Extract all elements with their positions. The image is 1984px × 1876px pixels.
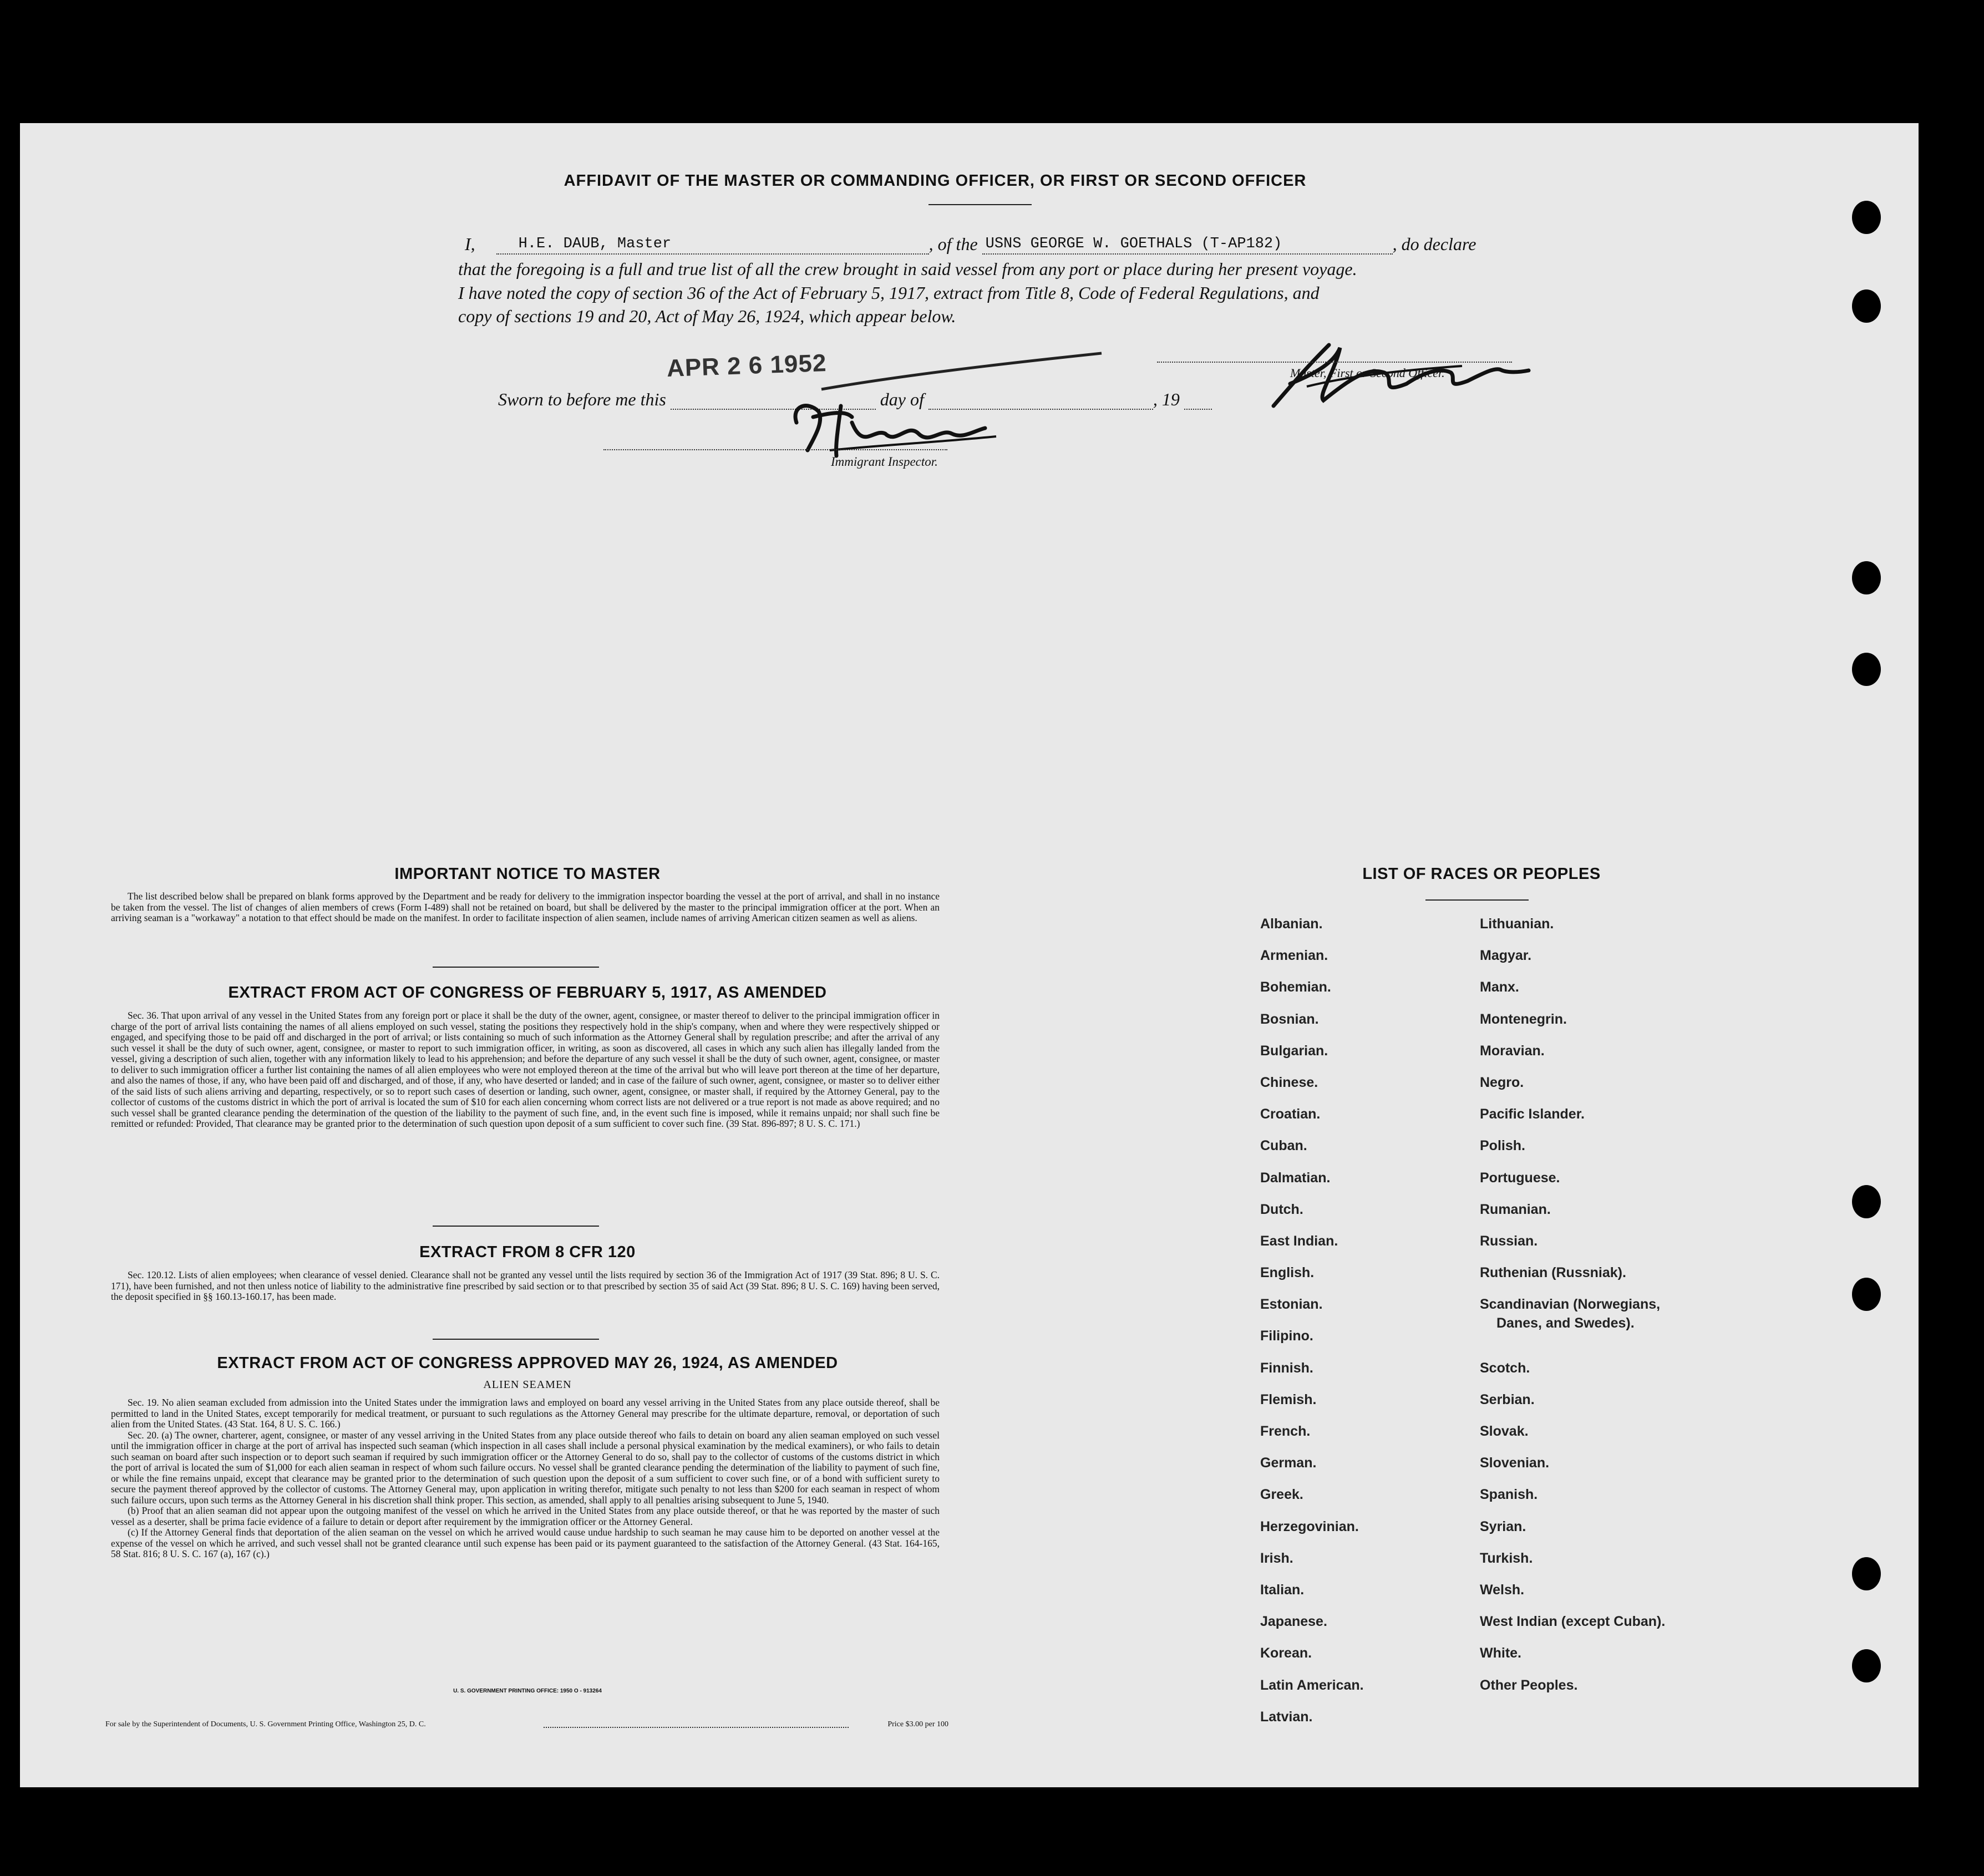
extract-cfr-body <box>111 1270 940 1303</box>
section-19-paragraph: Sec. 19. No alien seaman excluded from admission into the United States under the immigration laws and employed on board any vessel arriving in the United States from any place outside thereof, shall be permitted to land in the United States, except temporarily for medical treatment, or pursuant to such regulations as the Attorney General may prescribe for the ultimate departure, removal, or deportation of such alien from the United States. (43 Stat. 164, 8 U. S. C. 166.) <box>111 1397 940 1430</box>
race-item: Negro. <box>1480 1074 1524 1090</box>
extract-1917-title: EXTRACT FROM ACT OF CONGRESS OF FEBRUARY 5, 1917, AS AMENDED <box>228 984 827 1001</box>
race-item: Russian. <box>1480 1233 1538 1249</box>
race-item: Chinese. <box>1260 1074 1318 1090</box>
race-item: West Indian (except Cuban). <box>1480 1614 1666 1630</box>
inspector-caption: Immigrant Inspector. <box>831 455 938 469</box>
race-item: Irish. <box>1260 1550 1293 1566</box>
race-item: Armenian. <box>1260 948 1328 964</box>
races-title: LIST OF RACES OR PEOPLES <box>1362 865 1601 883</box>
race-item: Greek. <box>1260 1487 1303 1503</box>
race-item: Other Peoples. <box>1480 1677 1578 1693</box>
day-of-label: day of <box>880 389 924 409</box>
race-item: Herzegovinian. <box>1260 1518 1359 1534</box>
divider-rule <box>433 967 599 968</box>
master-caption <box>1290 366 1445 380</box>
race-item: Welsh. <box>1480 1582 1525 1598</box>
race-item: Moravian. <box>1480 1043 1545 1059</box>
race-item: Italian. <box>1260 1582 1305 1598</box>
race-item: Serbian. <box>1480 1391 1535 1407</box>
race-item: Montenegrin. <box>1480 1011 1567 1027</box>
alien-seamen-subtitle: ALIEN SEAMEN <box>483 1379 572 1391</box>
race-item: Dalmatian. <box>1260 1170 1331 1186</box>
race-item: Slovenian. <box>1480 1455 1550 1471</box>
declarant-prefix: I, <box>465 234 475 254</box>
affidavit-title: AFFIDAVIT OF THE MASTER OR COMMANDING OFFICER, OR FIRST OR SECOND OFFICER <box>564 172 1307 190</box>
title-rule <box>928 204 1032 205</box>
inspector-signature-line <box>603 449 947 450</box>
race-item: Flemish. <box>1260 1391 1317 1407</box>
punch-hole-icon <box>1852 1278 1881 1311</box>
affidavit-line-4: copy of sections 19 and 20, Act of May 26, 1924, which appear below. <box>458 306 956 326</box>
notice-title: IMPORTANT NOTICE TO MASTER <box>394 865 661 883</box>
do-declare-label: , do declare <box>1392 234 1476 254</box>
vessel-name-value: USNS GEORGE W. GOETHALS (T-AP182) <box>985 236 1282 252</box>
extract-1917-body <box>111 1010 940 1130</box>
extract-1924-title: EXTRACT FROM ACT OF CONGRESS APPROVED MAY 26, 1924, AS AMENDED <box>217 1354 838 1372</box>
race-item: Estonian. <box>1260 1297 1323 1313</box>
race-item: Slovak. <box>1480 1423 1529 1440</box>
race-item: Dutch. <box>1260 1201 1303 1217</box>
race-item: Latin American. <box>1260 1677 1364 1693</box>
race-item: Japanese. <box>1260 1614 1327 1630</box>
punch-hole-icon <box>1852 201 1881 234</box>
footer-leader-dots <box>544 1727 849 1728</box>
race-item: Danes, and Swedes). <box>1496 1315 1635 1331</box>
notice-body <box>111 891 940 924</box>
affidavit-line-3: I have noted the copy of section 36 of the Act of February 5, 1917, extract from Title 8, Code of Federal Regulations, and <box>458 283 1320 303</box>
extract-cfr-title: EXTRACT FROM 8 CFR 120 <box>419 1243 636 1261</box>
race-item: Manx. <box>1480 979 1519 995</box>
master-name-field <box>496 238 929 255</box>
section-20c-paragraph: (c) If the Attorney General finds that deportation of the alien seaman on the vessel on which he arrived would cause undue hardship to such seaman he may cause him to be deported on another vessel at the expense of the vessel on which he arrived, and such vessel shall not be granted clearance until such expense has been paid or its payment guaranteed to the satisfaction of the Attorney General. (43 Stat. 164-165, 58 Stat. 816; 8 U. S. C. 167 (a), 167 (c).) <box>111 1527 940 1559</box>
affidavit-line-1 <box>465 234 1580 255</box>
races-right-column <box>1480 916 1665 1709</box>
race-item: Cuban. <box>1260 1138 1307 1154</box>
race-item: Spanish. <box>1480 1487 1538 1503</box>
race-item: Korean. <box>1260 1645 1312 1661</box>
received-date-stamp: APR 2 6 1952 <box>666 349 828 383</box>
of-the-label: , of the <box>928 234 978 254</box>
races-left-column <box>1260 916 1364 1741</box>
race-item: Magyar. <box>1480 948 1532 964</box>
footer-price: Price $3.00 per 100 <box>887 1720 948 1728</box>
affidavit-line-2: that the foregoing is a full and true list of all the crew brought in said vessel from any port or place during her present voyage. <box>458 259 1357 279</box>
race-item: Latvian. <box>1260 1709 1313 1725</box>
race-item: Bohemian. <box>1260 979 1331 995</box>
races-title-rule <box>1425 899 1529 901</box>
race-item: Bulgarian. <box>1260 1043 1328 1059</box>
punch-hole-icon <box>1852 1185 1881 1218</box>
section-20b-paragraph: (b) Proof that an alien seaman did not appear upon the outgoing manifest of the vessel on which he arrived in the United States from any place outside thereof, or that he was reported by the master of such vessel as a deserter, shall be prima facie evidence of a failure to detain or deport after requirement by the immigration officer or the Attorney General. <box>111 1505 940 1527</box>
race-item: Finnish. <box>1260 1360 1313 1376</box>
race-item: Rumanian. <box>1480 1201 1551 1217</box>
race-item: German. <box>1260 1455 1317 1471</box>
race-item: Croatian. <box>1260 1106 1321 1122</box>
vessel-name-field <box>982 238 1393 255</box>
race-item: French. <box>1260 1423 1311 1439</box>
stamp-pen-stroke <box>819 350 1107 395</box>
divider-rule <box>433 1339 599 1340</box>
master-signature-line <box>1157 362 1512 363</box>
race-item: Syrian. <box>1480 1518 1526 1534</box>
race-item: Polish. <box>1480 1138 1525 1154</box>
punch-hole-icon <box>1852 289 1881 323</box>
section-36-paragraph: Sec. 36. That upon arrival of any vessel in the United States from any foreign port or place it shall be the duty of the owner, agent, consignee, or master thereof to deliver to the principal immigration officer in charge of the port of arrival lists containing the names of all aliens employed on such vessel, stating the positions they respectively hold in the ship's company, when and where they were respectively shipped or engaged, and specifying those to be paid off and discharged in the port of arrival; or lists containing so much of such information as the Attorney General shall by regulation prescribe; and after the arrival of any such vessel it shall be the duty of such owner, agent, consignee, or master to report to such immigration officer, in writing, as soon as discovered, all cases in which any such alien has illegally landed from the vessel, giving a description of such alien, together with any information likely to lead to his apprehension; and before the departure of any such vessel it shall be the duty of such owner, agent, consignee, or master to deliver to such immigration officer a further list containing the names of all alien employees who were not employed thereon at the time of the arrival but who will leave port thereon at the time of her departure, and also the names of those, if any, who have been paid off and discharged, and of those, if any, who have deserted or landed; and in case of the failure of such owner, agent, consignee, or master so to deliver either of the said lists of such aliens arriving and departing, respectively, or so to report such cases of desertion or landing, such owner, agent, consignee, or master shall, if required by the Attorney General, pay to the collector of customs of the customs district in which the port of arrival is located the sum of $10 for each alien concerning whom correct lists are not delivered or a true report is not made as above required; and no such vessel shall be granted clearance pending the determination of the question of the liability to the payment of such fine, and, in the event such fine is imposed, while it remains unpaid; nor shall such fine be remitted or refunded: Provided, That clearance may be granted prior to the determination of such question upon deposit of a sum sufficient to cover such fine. (39 Stat. 896-897; 8 U. S. C. 171.) <box>111 1010 940 1129</box>
sworn-year-field <box>1184 393 1212 410</box>
race-item: Turkish. <box>1480 1550 1533 1566</box>
section-120-12-paragraph: Sec. 120.12. Lists of alien employees; when clearance of vessel denied. Clearance shall not be granted any vessel until the lists required by section 36 of the Immigration Act of 1917 (39 Stat. 896; 8 U. S. C. 171), have been furnished, and not then unless notice of liability to the administrative fine prescribed by said section or to that prescribed by section 35 of said Act (39 Stat. 896; 8 U. S. C. 169) having been served, the deposit specified in §§ 160.13-160.17, has been made. <box>111 1269 940 1302</box>
punch-hole-icon <box>1852 653 1881 686</box>
footer-sale-note: For sale by the Superintendent of Documents, U. S. Government Printing Office, Washington 25, D. C. <box>105 1720 426 1728</box>
race-item: Portuguese. <box>1480 1170 1560 1186</box>
sworn-label: Sworn to before me this <box>498 389 666 409</box>
race-item: English. <box>1260 1265 1315 1281</box>
document-page <box>20 123 1919 1787</box>
race-item: Ruthenian (Russniak). <box>1480 1265 1626 1281</box>
race-item: Scotch. <box>1480 1360 1530 1376</box>
race-item: White. <box>1480 1645 1521 1661</box>
section-20a-paragraph: Sec. 20. (a) The owner, charterer, agent, consignee, or master of any vessel arriving in the United States from any place outside thereof who fails to detain on board any alien seaman employed on such vessel until the immigration officer in charge at the port of arrival has inspected such seaman (which inspection in all cases shall include a personal physical examination by the medical examiners), or who fails to detain such seaman on board after such inspection or to deport such seaman if required by such immigration officer or the Attorney General to do so, shall pay to the collector of customs of the customs district in which the port of arrival is located the sum of $1,000 for each alien seaman in respect of whom such failure occurs. No vessel shall be granted clearance pending the determination of the liability to payment of such fine, or while the fine remains unpaid, except that clearance may be granted prior to the determination of such question upon the deposit of a sum sufficient to cover such fine, or of a bond with sufficient surety to secure the payment thereof approved by the collector of customs. The Attorney General may, upon application in writing therefor, mitigate such penalty to not less than $200 for each seaman in respect of whom such failure occurs, upon such terms as the Attorney General in his discretion shall think proper. This section, as amended, shall apply to all penalties arising subsequent to June 5, 1940. <box>111 1429 940 1506</box>
race-item: Lithuanian. <box>1480 916 1554 932</box>
notice-paragraph: The list described below shall be prepared on blank forms approved by the Department and be ready for delivery to the immigration inspector boarding the vessel at the port of arrival, and shall in no instance be taken from the vessel. The list of changes of alien members of crews (Form I-489) shall not be retained on board, but shall be delivered by the master to the principal immigration officer at the port. When an arriving seaman is a "workaway" a notation to that effect should be made on the manifest. In order to facilitate inspection of alien seamen, include names of arriving American citizen seamen as well as aliens. <box>111 891 940 923</box>
punch-hole-icon <box>1852 1649 1881 1682</box>
race-item: Filipino. <box>1260 1328 1313 1344</box>
footer <box>105 1720 948 1732</box>
master-name-value: H.E. DAUB, Master <box>518 236 672 252</box>
race-item: Bosnian. <box>1260 1011 1319 1027</box>
punch-hole-icon <box>1852 561 1881 594</box>
divider-rule <box>433 1226 599 1227</box>
master-caption-text: Master, First or Second Officer. <box>1290 366 1445 380</box>
punch-hole-icon <box>1852 1557 1881 1590</box>
race-item: Scandinavian (Norwegians, <box>1480 1297 1661 1313</box>
year-label: , 19 <box>1153 389 1180 409</box>
race-item: Pacific Islander. <box>1480 1106 1585 1122</box>
race-item: East Indian. <box>1260 1233 1338 1249</box>
extract-1924-body <box>111 1397 940 1560</box>
race-item: Albanian. <box>1260 916 1323 932</box>
printing-office-note: U. S. GOVERNMENT PRINTING OFFICE: 1950 O - 913264 <box>453 1688 602 1694</box>
